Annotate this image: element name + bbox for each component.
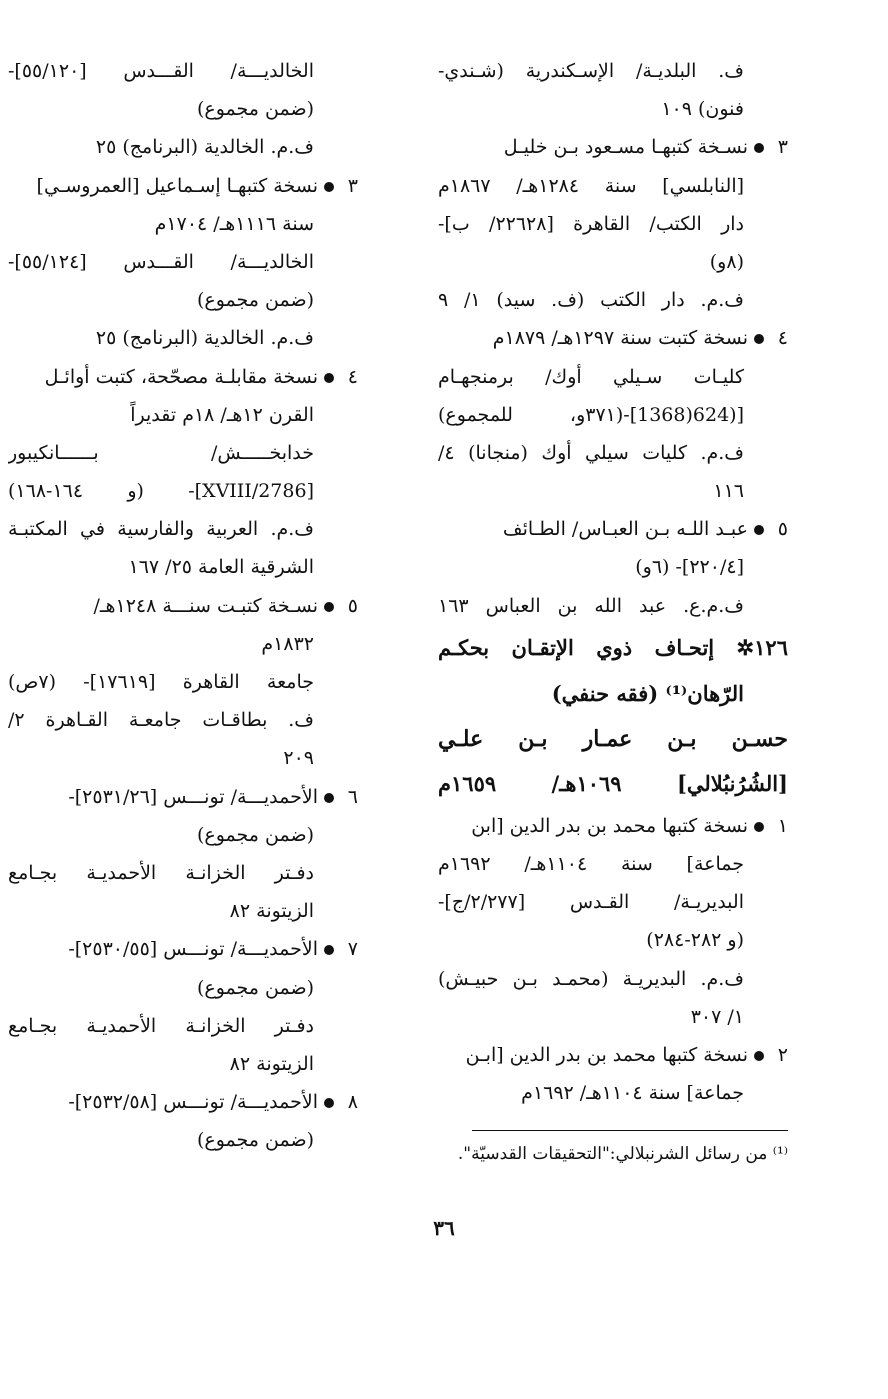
right-column bbox=[438, 52, 788, 1112]
text-line bbox=[8, 1045, 358, 1083]
text-line bbox=[8, 739, 358, 777]
entry-number: ٣ bbox=[347, 174, 358, 197]
line-text: البديريـة/ القـدس [٢/٢٧٧/ج]- bbox=[438, 891, 744, 914]
footnote: ⁽¹⁾ من رسائل الشرنبلالي:"التحقيقات القدسيّة". bbox=[457, 1144, 788, 1164]
line-text: خدابخـــــش/ بــــــانكيبور bbox=[8, 441, 314, 464]
page-number: ٣٦ bbox=[433, 1216, 455, 1240]
line-text: (ضمن مجموع) bbox=[196, 98, 314, 121]
line-text: دفـتر الخزانـة الأحمديـة بجـامع bbox=[8, 861, 314, 884]
line-text: كليـات سـيلي أوك/ برمنجهـام bbox=[438, 365, 744, 388]
text-line bbox=[8, 587, 358, 625]
line-text: ف.م. الخالدية (البرنامج) ٢٥ bbox=[95, 327, 314, 350]
footnote-divider bbox=[472, 1130, 788, 1131]
text-line bbox=[438, 128, 788, 166]
text-line bbox=[438, 1074, 788, 1112]
line-text: نسـخة كتبـت سنـــة ١٢٤٨هـ/ bbox=[93, 594, 318, 617]
text-line bbox=[8, 1083, 358, 1121]
text-line bbox=[438, 960, 788, 998]
entry-number: ٦ bbox=[347, 785, 358, 808]
text-line bbox=[438, 205, 788, 243]
text-line bbox=[438, 761, 788, 807]
text-line bbox=[8, 930, 358, 968]
text-line bbox=[8, 625, 358, 663]
text-line bbox=[8, 52, 358, 90]
text-line bbox=[438, 998, 788, 1036]
line-text: دفـتر الخزانـة الأحمديـة بجـامع bbox=[8, 1014, 314, 1037]
line-text: دار الكتب/ القاهرة [٢٢٦٢٨/ ب]- bbox=[438, 212, 744, 235]
line-text: نسـخة كتبهـا مسـعود بـن خليـل bbox=[503, 136, 748, 159]
text-line bbox=[438, 671, 788, 717]
line-text: الرّهان⁽¹⁾ (فقه حنفي) bbox=[551, 680, 744, 706]
text-line bbox=[8, 128, 358, 166]
text-line bbox=[438, 319, 788, 357]
bullet-icon bbox=[754, 525, 764, 535]
text-line bbox=[8, 243, 358, 281]
line-text: [2786/XVIII]- (و ١٦٤-١٦٨) bbox=[8, 480, 314, 503]
entry-number: ١ bbox=[777, 814, 788, 837]
text-line bbox=[8, 892, 358, 930]
text-line bbox=[8, 510, 358, 548]
bullet-icon bbox=[754, 1051, 764, 1061]
line-text: (٨و) bbox=[709, 250, 744, 273]
line-text: ف. البلديـة/ الإسـكندرية (شـندي- bbox=[438, 60, 744, 82]
line-text: الأحمديـــة/ تونـــس [٢٥٣١/٢٦]- bbox=[68, 785, 318, 808]
line-text: (ضمن مجموع) bbox=[196, 1129, 314, 1152]
line-text: حسـن بـن عمـار بـن علـي bbox=[438, 725, 788, 752]
entry-number: ٥ bbox=[347, 594, 358, 617]
line-text: ✲ إتحـاف ذوي الإتقـان بحكـم bbox=[438, 634, 755, 660]
text-line bbox=[438, 807, 788, 845]
line-text: الخالديـــة/ القـــدس [٥٥/١٢٠]- bbox=[8, 60, 314, 82]
left-column bbox=[8, 52, 358, 1159]
text-line bbox=[438, 1036, 788, 1074]
text-line bbox=[8, 319, 358, 357]
text-line bbox=[8, 358, 358, 396]
text-line bbox=[438, 90, 788, 128]
line-text: (ضمن مجموع) bbox=[196, 976, 314, 999]
line-text: جامعة القاهرة [١٧٦١٩]- (٧ص) bbox=[8, 671, 314, 693]
line-text: نسخة كتبها محمد بن بدر الدين [ابن bbox=[471, 814, 748, 837]
text-line bbox=[438, 548, 788, 586]
entry-number: ٤ bbox=[347, 365, 358, 388]
entry-number: ٥ bbox=[777, 518, 788, 541]
line-text: فنون) ١٠٩ bbox=[661, 98, 744, 121]
text-line bbox=[438, 625, 788, 671]
text-line bbox=[438, 921, 788, 959]
bullet-icon bbox=[754, 143, 764, 153]
line-text: نسخة كتبها محمد بن بدر الدين [ابـن bbox=[465, 1043, 748, 1066]
line-text: ف. بطاقـات جامعـة القـاهرة ٢/ bbox=[8, 709, 314, 732]
line-text: ف.م. الخالدية (البرنامج) ٢٥ bbox=[95, 136, 314, 159]
line-text: الأحمديـــة/ تونـــس [٢٥٣٢/٥٨]- bbox=[68, 1091, 318, 1114]
line-text: [الشُرُنبُلالي] ١٠٦٩هـ/ ١٦٥٩م bbox=[438, 770, 788, 796]
bullet-icon bbox=[754, 822, 764, 832]
text-line bbox=[8, 1121, 358, 1159]
text-line bbox=[8, 969, 358, 1007]
text-line bbox=[438, 52, 788, 90]
line-text: عبـد اللـه بـن العبـاس/ الطـائف bbox=[502, 518, 748, 541]
bullet-icon bbox=[754, 334, 764, 344]
line-text: نسخة كتبهـا إسـماعيل [العمروسـي] bbox=[36, 174, 318, 197]
entry-number: ٢ bbox=[777, 1043, 788, 1066]
bullet-icon bbox=[324, 945, 334, 955]
bullet-icon bbox=[324, 602, 334, 612]
line-text: الأحمديـــة/ تونـــس [٢٥٣٠/٥٥]- bbox=[68, 938, 318, 961]
line-text: الزيتونة ٨٢ bbox=[229, 1052, 314, 1075]
text-line bbox=[438, 396, 788, 434]
line-text: ف.م. البديريـة (محمـد بـن حبيـش) bbox=[438, 967, 744, 990]
text-line bbox=[8, 281, 358, 319]
line-text: نسخة كتبت سنة ١٢٩٧هـ/ ١٨٧٩م bbox=[492, 327, 748, 350]
text-line bbox=[8, 167, 358, 205]
line-text: (ضمن مجموع) bbox=[196, 289, 314, 312]
text-line bbox=[8, 816, 358, 854]
bullet-icon bbox=[324, 793, 334, 803]
line-text: سنة ١١١٦هـ/ ١٧٠٤م bbox=[154, 212, 314, 235]
text-line bbox=[438, 434, 788, 472]
line-text: الشرقية العامة ٢٥/ ١٦٧ bbox=[128, 556, 314, 579]
line-text: ف.م.ع. عبد الله بن العباس ١٦٣ bbox=[438, 594, 744, 617]
line-text: جماعة] سنة ١١٠٤هـ/ ١٦٩٢م bbox=[438, 853, 745, 875]
line-text: (ضمن مجموع) bbox=[196, 823, 314, 846]
text-line bbox=[8, 472, 358, 510]
line-text: ف.م. كليات سيلي أوك (منجانا) ٤/ bbox=[438, 441, 744, 464]
entry-number: ١٢٦ bbox=[754, 634, 788, 660]
bullet-icon bbox=[324, 1098, 334, 1108]
line-text: [النابلسي] سنة ١٢٨٤هـ/ ١٨٦٧م bbox=[438, 174, 745, 197]
line-text: [(624(1368]-(٣٧١و، للمجموع) bbox=[438, 403, 744, 426]
line-text: القرن ١٢هـ/ ١٨م تقديراً bbox=[130, 403, 314, 426]
line-text: [٢٢٠/٤]- (٦و) bbox=[635, 556, 744, 579]
text-line bbox=[438, 717, 788, 761]
line-text: ف.م. العربية والفارسية في المكتبـة bbox=[8, 518, 314, 541]
entry-number: ٣ bbox=[777, 136, 788, 159]
text-line bbox=[8, 701, 358, 739]
line-text: ف.م. دار الكتب (ف. سيد) ١/ ٩ bbox=[438, 289, 744, 312]
text-line bbox=[438, 243, 788, 281]
text-line bbox=[438, 472, 788, 510]
line-text: ١٨٣٢م bbox=[261, 632, 314, 655]
text-line bbox=[8, 396, 358, 434]
line-text: جماعة] سنة ١١٠٤هـ/ ١٦٩٢م bbox=[521, 1082, 744, 1105]
text-line bbox=[8, 434, 358, 472]
line-text: ٢٠٩ bbox=[283, 747, 314, 770]
line-text: (و ٢٨٢-٢٨٤) bbox=[646, 929, 744, 952]
line-text: الخالديـــة/ القـــدس [٥٥/١٢٤]- bbox=[8, 250, 314, 273]
entry-number: ٤ bbox=[777, 327, 788, 350]
text-line bbox=[8, 548, 358, 586]
line-text: نسخة مقابلـة مصحّحة، كتبت أوائـل bbox=[44, 365, 318, 388]
text-line bbox=[438, 587, 788, 625]
bullet-icon bbox=[324, 373, 334, 383]
text-line bbox=[438, 167, 788, 205]
line-text: ١/ ٣٠٧ bbox=[690, 1005, 744, 1028]
entry-number: ٨ bbox=[347, 1091, 358, 1114]
text-line bbox=[8, 205, 358, 243]
text-line bbox=[438, 281, 788, 319]
text-line bbox=[438, 358, 788, 396]
entry-number: ٧ bbox=[347, 938, 358, 961]
text-line bbox=[438, 510, 788, 548]
text-line bbox=[8, 1007, 358, 1045]
text-line bbox=[438, 845, 788, 883]
line-text: الزيتونة ٨٢ bbox=[229, 900, 314, 923]
text-line bbox=[8, 778, 358, 816]
text-line bbox=[8, 854, 358, 892]
line-text: ١١٦ bbox=[713, 480, 744, 503]
text-line bbox=[8, 90, 358, 128]
text-line bbox=[438, 883, 788, 921]
text-line bbox=[8, 663, 358, 701]
bullet-icon bbox=[324, 182, 334, 192]
